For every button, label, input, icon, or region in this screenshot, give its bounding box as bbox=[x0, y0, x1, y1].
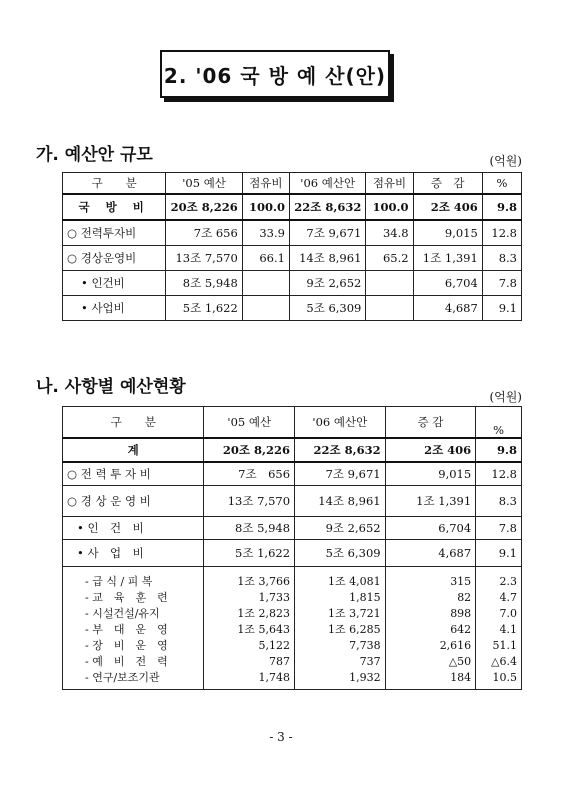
cell-increase: 4,687 bbox=[385, 540, 476, 567]
page-number: - 3 - bbox=[269, 730, 293, 744]
cell-v06: 9조 2,652 bbox=[295, 517, 386, 540]
cell-percent: 9.1 bbox=[482, 296, 521, 321]
cell-increase: 1조 1,391 bbox=[413, 246, 482, 271]
cell-increase: 898 bbox=[385, 605, 476, 621]
row-label: • 인건비 bbox=[63, 271, 166, 296]
budget-detail-table bbox=[62, 406, 522, 690]
table-row bbox=[63, 220, 522, 246]
row-label: - 교 육 훈 련 bbox=[63, 589, 204, 605]
cell-percent: 2.3 bbox=[476, 567, 522, 590]
cell-v05: 1,748 bbox=[204, 669, 295, 690]
cell-v05: 5조 1,622 bbox=[204, 540, 295, 567]
cell-v05: 20조 8,226 bbox=[166, 194, 242, 220]
table-row bbox=[63, 462, 522, 486]
cell-v05: 8조 5,948 bbox=[166, 271, 242, 296]
cell-s05: 66.1 bbox=[242, 246, 289, 271]
cell-percent: 7.8 bbox=[476, 517, 522, 540]
cell-percent: 7.8 bbox=[482, 271, 521, 296]
cell-v05: 7조 656 bbox=[166, 220, 242, 246]
table-row bbox=[63, 621, 522, 637]
row-label: • 사업비 bbox=[63, 296, 166, 321]
cell-v06: 22조 8,632 bbox=[295, 438, 386, 462]
table-row bbox=[63, 271, 522, 296]
cell-v06: 1,932 bbox=[295, 669, 386, 690]
cell-increase: 6,704 bbox=[385, 517, 476, 540]
cell-increase: 315 bbox=[385, 567, 476, 590]
cell-percent: 10.5 bbox=[476, 669, 522, 690]
cell-v06: 1조 4,081 bbox=[295, 567, 386, 590]
cell-increase: 1조 1,391 bbox=[385, 486, 476, 517]
cell-v05: 20조 8,226 bbox=[204, 438, 295, 462]
section1-unit: (억원) bbox=[489, 154, 522, 168]
cell-v06: 14조 8,961 bbox=[295, 486, 386, 517]
cell-percent: 51.1 bbox=[476, 637, 522, 653]
cell-increase: 9,015 bbox=[385, 462, 476, 486]
row-label: - 시설건설/유지 bbox=[63, 605, 204, 621]
row-label: - 연구/보조기관 bbox=[63, 669, 204, 690]
cell-increase: 2,616 bbox=[385, 637, 476, 653]
table-header-row bbox=[63, 407, 522, 439]
row-label: • 사 업 비 bbox=[63, 540, 204, 567]
cell-s05 bbox=[242, 296, 289, 321]
row-label: - 예 비 전 력 bbox=[63, 653, 204, 669]
header-share-06: 점유비 bbox=[366, 173, 413, 195]
cell-s06 bbox=[366, 296, 413, 321]
cell-percent: 8.3 bbox=[482, 246, 521, 271]
cell-percent: 7.0 bbox=[476, 605, 522, 621]
cell-v05: 1,733 bbox=[204, 589, 295, 605]
cell-v05: 7조 656 bbox=[204, 462, 295, 486]
table-header-row bbox=[63, 173, 522, 195]
cell-increase: 82 bbox=[385, 589, 476, 605]
table-row bbox=[63, 194, 522, 220]
cell-increase: 2조 406 bbox=[413, 194, 482, 220]
cell-v05: 1조 2,823 bbox=[204, 605, 295, 621]
cell-percent: 9.8 bbox=[482, 194, 521, 220]
cell-v06: 7,738 bbox=[295, 637, 386, 653]
table-row bbox=[63, 637, 522, 653]
header-percent: % bbox=[482, 173, 521, 195]
table-row bbox=[63, 540, 522, 567]
page-title: 2. '06 국 방 예 산(안) bbox=[160, 50, 390, 98]
cell-percent: 9.1 bbox=[476, 540, 522, 567]
cell-s06: 65.2 bbox=[366, 246, 413, 271]
table-row bbox=[63, 669, 522, 690]
row-label: - 장 비 운 영 bbox=[63, 637, 204, 653]
row-label: ○ 전력투자비 bbox=[63, 220, 166, 246]
cell-percent: △6.4 bbox=[476, 653, 522, 669]
cell-v05: 5,122 bbox=[204, 637, 295, 653]
cell-v05: 5조 1,622 bbox=[166, 296, 242, 321]
section2-unit: (억원) bbox=[489, 390, 522, 404]
table-row bbox=[63, 567, 522, 590]
header-percent: % bbox=[476, 407, 522, 439]
header-06-budget: '06 예산안 bbox=[295, 407, 386, 439]
cell-v06: 5조 6,309 bbox=[295, 540, 386, 567]
row-label: 국 방 비 bbox=[63, 194, 166, 220]
cell-s05 bbox=[242, 271, 289, 296]
section1-heading: 가. 예산안 규모 bbox=[36, 145, 153, 165]
header-increase: 증 감 bbox=[413, 173, 482, 195]
cell-v05: 1조 3,766 bbox=[204, 567, 295, 590]
table-row bbox=[63, 296, 522, 321]
cell-v06: 7조 9,671 bbox=[289, 220, 365, 246]
cell-s06: 34.8 bbox=[366, 220, 413, 246]
cell-v06: 737 bbox=[295, 653, 386, 669]
cell-v06: 7조 9,671 bbox=[295, 462, 386, 486]
cell-s06 bbox=[366, 271, 413, 296]
table-row bbox=[63, 486, 522, 517]
cell-increase: 642 bbox=[385, 621, 476, 637]
row-label: ○ 전 력 투 자 비 bbox=[63, 462, 204, 486]
cell-v05: 8조 5,948 bbox=[204, 517, 295, 540]
cell-percent: 4.7 bbox=[476, 589, 522, 605]
cell-increase: 9,015 bbox=[413, 220, 482, 246]
cell-percent: 4.1 bbox=[476, 621, 522, 637]
cell-increase: 4,687 bbox=[413, 296, 482, 321]
cell-v05: 13조 7,570 bbox=[166, 246, 242, 271]
header-share-05: 점유비 bbox=[242, 173, 289, 195]
cell-v06: 14조 8,961 bbox=[289, 246, 365, 271]
cell-increase: 184 bbox=[385, 669, 476, 690]
cell-s05: 100.0 bbox=[242, 194, 289, 220]
cell-v06: 1조 6,285 bbox=[295, 621, 386, 637]
row-label: - 부 대 운 영 bbox=[63, 621, 204, 637]
cell-v06: 1조 3,721 bbox=[295, 605, 386, 621]
cell-percent: 9.8 bbox=[476, 438, 522, 462]
header-increase: 증 감 bbox=[385, 407, 476, 439]
budget-size-table bbox=[62, 172, 522, 321]
cell-v05: 13조 7,570 bbox=[204, 486, 295, 517]
table-row bbox=[63, 653, 522, 669]
cell-percent: 8.3 bbox=[476, 486, 522, 517]
section2-heading: 나. 사항별 예산현황 bbox=[36, 377, 186, 397]
table-row bbox=[63, 517, 522, 540]
cell-v06: 1,815 bbox=[295, 589, 386, 605]
header-05-budget: '05 예산 bbox=[204, 407, 295, 439]
header-category: 구 분 bbox=[63, 173, 166, 195]
cell-percent: 12.8 bbox=[476, 462, 522, 486]
row-label: 계 bbox=[63, 438, 204, 462]
cell-v06: 22조 8,632 bbox=[289, 194, 365, 220]
table-row bbox=[63, 246, 522, 271]
row-label: ○ 경상운영비 bbox=[63, 246, 166, 271]
cell-percent: 12.8 bbox=[482, 220, 521, 246]
header-category: 구 분 bbox=[63, 407, 204, 439]
cell-increase: △50 bbox=[385, 653, 476, 669]
cell-s05: 33.9 bbox=[242, 220, 289, 246]
row-label: • 인 건 비 bbox=[63, 517, 204, 540]
table-row bbox=[63, 438, 522, 462]
header-06-budget: '06 예산안 bbox=[289, 173, 365, 195]
cell-v06: 9조 2,652 bbox=[289, 271, 365, 296]
cell-v06: 5조 6,309 bbox=[289, 296, 365, 321]
cell-increase: 2조 406 bbox=[385, 438, 476, 462]
row-label: - 급 식 / 피 복 bbox=[63, 567, 204, 590]
cell-v05: 1조 5,643 bbox=[204, 621, 295, 637]
table-row bbox=[63, 589, 522, 605]
cell-increase: 6,704 bbox=[413, 271, 482, 296]
cell-s06: 100.0 bbox=[366, 194, 413, 220]
row-label: ○ 경 상 운 영 비 bbox=[63, 486, 204, 517]
table-row bbox=[63, 605, 522, 621]
header-05-budget: '05 예산 bbox=[166, 173, 242, 195]
cell-v05: 787 bbox=[204, 653, 295, 669]
